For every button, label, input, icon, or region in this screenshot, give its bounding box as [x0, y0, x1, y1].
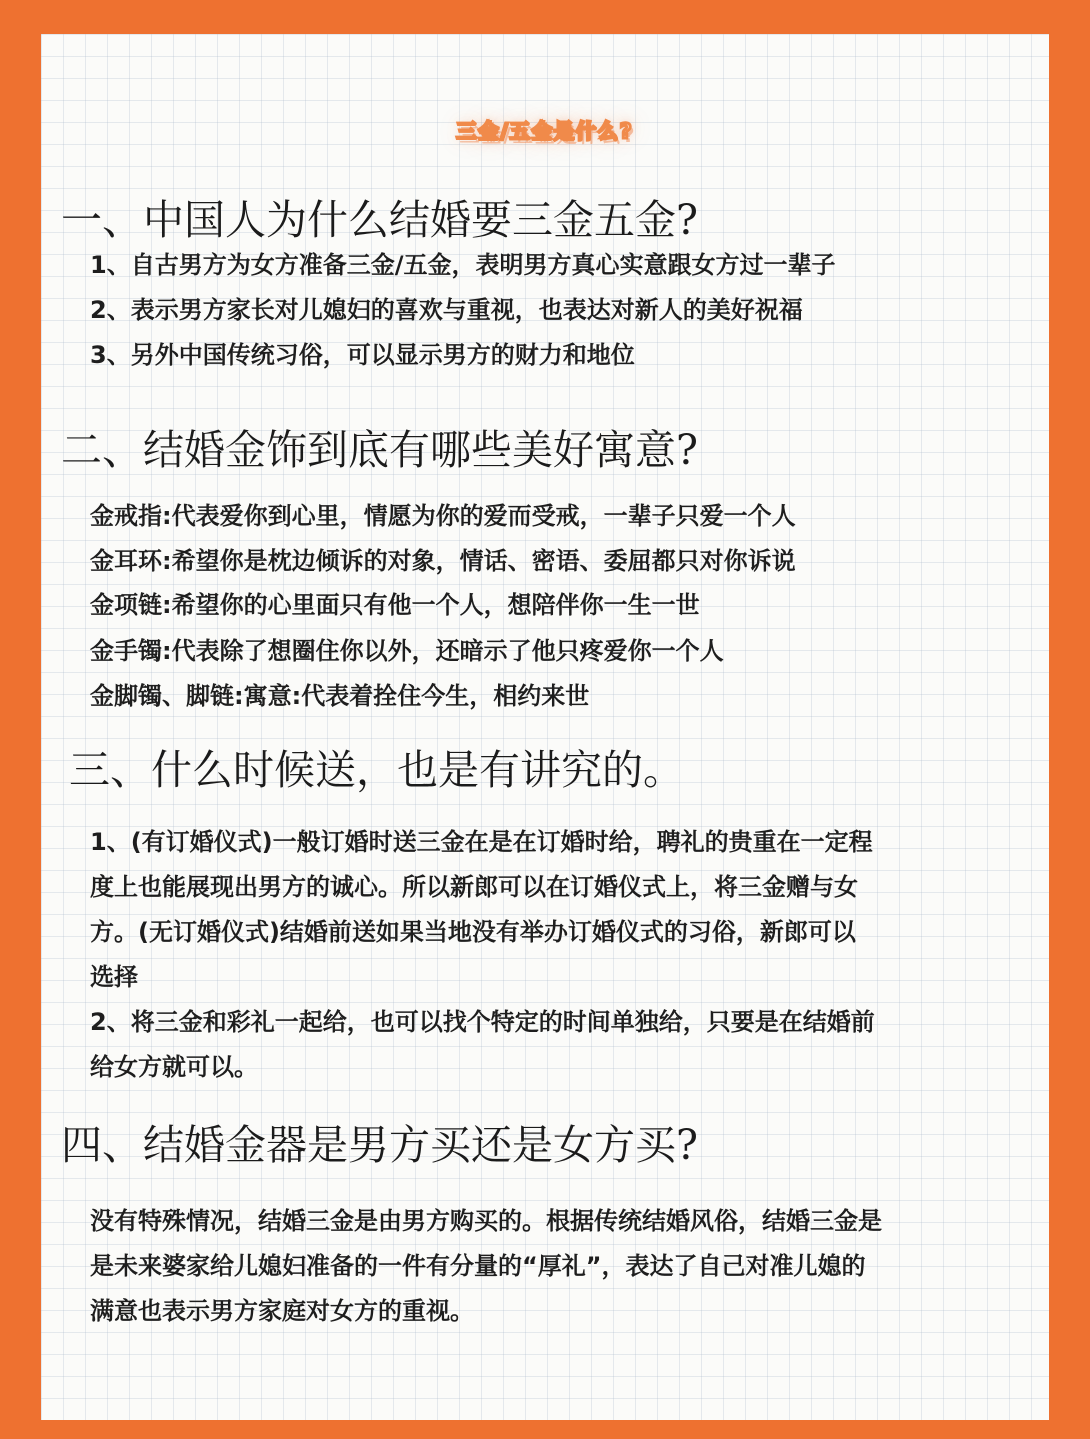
- section-2-heading: 二、结婚金饰到底有哪些美好寓意?: [61, 426, 698, 474]
- section-3-line-5: 2、将三金和彩礼一起给，也可以找个特定的时间单独给，只要是在结婚前: [90, 1008, 875, 1036]
- note-card: [41, 34, 1049, 1420]
- section-2-line-4: 金手镯:代表除了想圈住你以外，还暗示了他只疼爱你一个人: [90, 637, 724, 665]
- section-2-line-2: 金耳环:希望你是枕边倾诉的对象，情话、密语、委屈都只对你诉说: [90, 547, 796, 575]
- page-title: 三金/五金是什么?: [456, 119, 634, 143]
- section-3-heading: 三、什么时候送，也是有讲究的。: [69, 746, 684, 794]
- section-1-line-3: 3、另外中国传统习俗，可以显示男方的财力和地位: [90, 341, 635, 369]
- section-4-heading: 四、结婚金器是男方买还是女方买?: [61, 1121, 698, 1169]
- section-1-heading: 一、中国人为什么结婚要三金五金?: [61, 196, 698, 244]
- section-4-line-2: 是未来婆家给儿媳妇准备的一件有分量的“厚礼”，表达了自己对准儿媳的: [90, 1252, 866, 1280]
- section-2-line-5: 金脚镯、脚链:寓意:代表着拴住今生，相约来世: [90, 682, 590, 710]
- section-1-line-2: 2、表示男方家长对儿媳妇的喜欢与重视，也表达对新人的美好祝福: [90, 296, 803, 324]
- section-2-line-3: 金项链:希望你的心里面只有他一个人，想陪伴你一生一世: [90, 591, 700, 619]
- section-4-line-3: 满意也表示男方家庭对女方的重视。: [90, 1297, 474, 1325]
- section-3-line-4: 选择: [90, 963, 138, 991]
- section-2-line-1: 金戒指:代表爱你到心里，情愿为你的爱而受戒，一辈子只爱一个人: [90, 502, 796, 530]
- section-3-line-6: 给女方就可以。: [90, 1053, 258, 1081]
- section-1-line-1: 1、自古男方为女方准备三金/五金，表明男方真心实意跟女方过一辈子: [90, 251, 836, 279]
- section-4-line-1: 没有特殊情况，结婚三金是由男方购买的。根据传统结婚风俗，结婚三金是: [90, 1207, 882, 1235]
- section-3-line-1: 1、(有订婚仪式)一般订婚时送三金在是在订婚时给，聘礼的贵重在一定程: [90, 828, 873, 856]
- section-3-line-3: 方。(无订婚仪式)结婚前送如果当地没有举办订婚仪式的习俗，新郎可以: [90, 918, 856, 946]
- section-3-line-2: 度上也能展现出男方的诚心。所以新郎可以在订婚仪式上，将三金赠与女: [90, 873, 858, 901]
